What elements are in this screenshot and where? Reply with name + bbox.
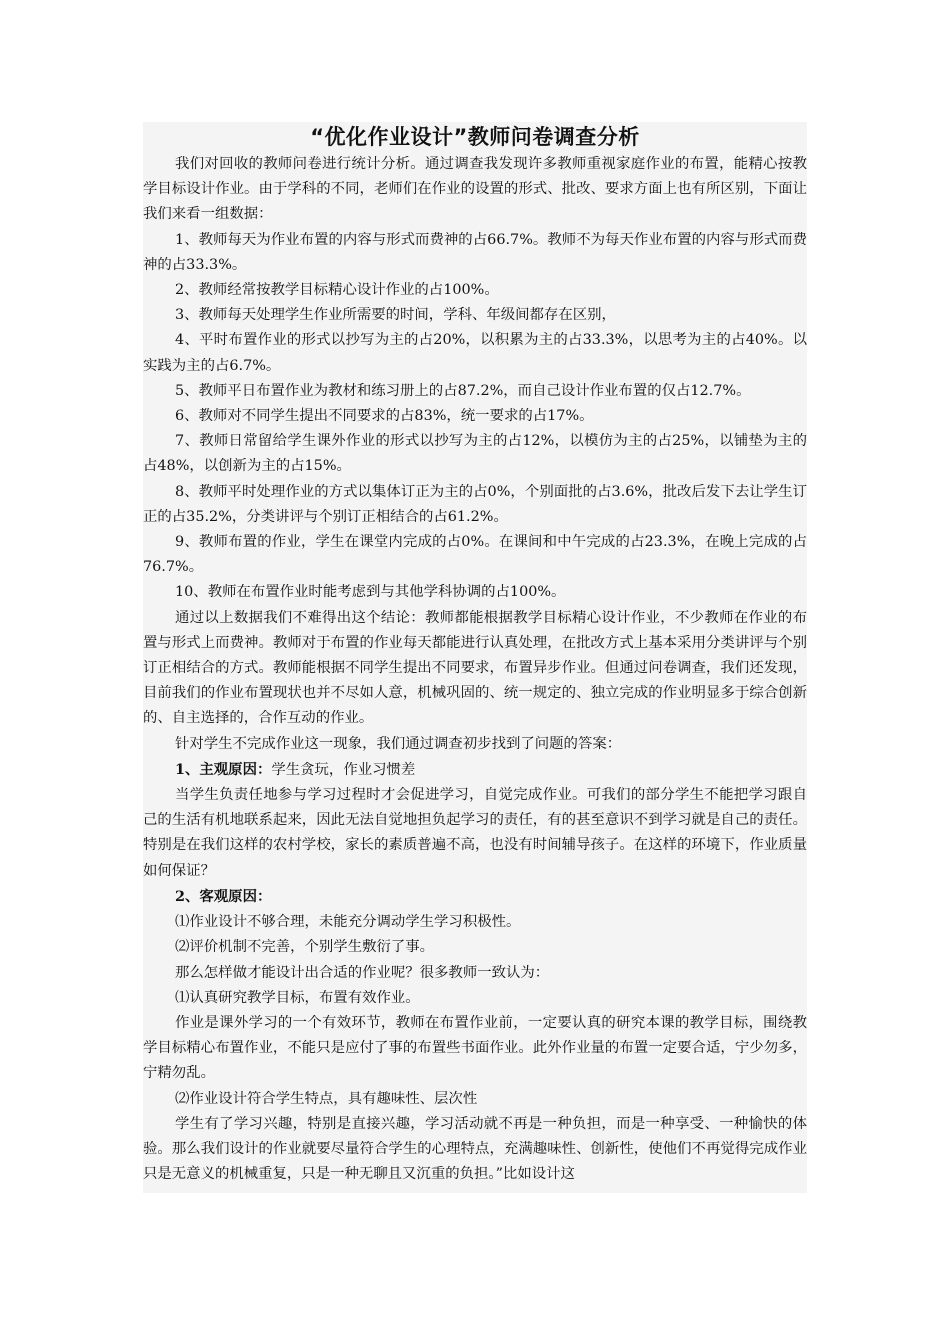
paragraph: 4、平时布置作业的形式以抄写为主的占20%，以积累为主的占33.3%，以思考为主的占40%。以实践为主的占6.7%。 — [143, 332, 807, 374]
paragraph: 3、教师每天处理学生作业所需要的时间，学科、年级间都存在区别， — [175, 307, 616, 324]
paragraph: 我们对回收的教师问卷进行统计分析。通过调查我发现许多教师重视家庭作业的布置，能精心按教学目标设计作业。由于学科的不同，老师们在作业的设置的形式、批改、要求方面上也有所区别，下面让我们来看一组数据： — [143, 156, 807, 223]
paragraph: 8、教师平时处理作业的方式以集体订正为主的占0%，个别面批的占3.6%，批改后发下去让学生订正的占35.2%，分类讲评与个别订正相结合的占61.2%。 — [143, 483, 807, 525]
paragraph: 那么怎样做才能设计出合适的作业呢？很多教师一致认为： — [175, 964, 550, 981]
document-page — [143, 122, 807, 1193]
paragraph: 1、教师每天为作业布置的内容与形式而费神的占66.7%。教师不为每天作业布置的内容与形式而费神的占33.3%。 — [143, 231, 807, 273]
paragraph: ⑵作业设计符合学生特点，具有趣味性、层次性 — [175, 1090, 478, 1107]
paragraph: 6、教师对不同学生提出不同要求的占83%，统一要求的占17%。 — [175, 408, 594, 425]
paragraph: 5、教师平日布置作业为教材和练习册上的占87.2%，而自己设计作业布置的仅占12.7%。 — [175, 382, 751, 399]
paragraph: 2、教师经常按教学目标精心设计作业的占100%。 — [175, 282, 499, 299]
paragraph: 通过以上数据我们不难得出这个结论：教师都能根据教学目标精心设计作业，不少教师在作业的布置与形式上而费神。教师对于布置的作业每天都能进行认真处理，在批改方式上基本采用分类讲评与个别订正相结合的方式。教师能根据不同学生提出不同要求，布置异步作业。但通过问卷调查，我们还发现，目前我们的作业布置现状也并不尽如人意，机械巩固的、统一规定的、独立完成的作业明显多于综合创新的、自主选择的，合作互动的作业。 — [143, 609, 807, 727]
paragraph: 7、教师日常留给学生课外作业的形式以抄写为主的占12%，以模仿为主的占25%，以铺垫为主的占48%，以创新为主的占15%。 — [143, 433, 807, 475]
section-heading-text: 学生贪玩，作业习惯差 — [271, 761, 416, 778]
paragraph: 当学生负责任地参与学习过程时才会促进学习，自觉完成作业。可我们的部分学生不能把学习跟自己的生活有机地联系起来，因此无法自觉地担负起学习的责任，有的甚至意识不到学习就是自己的责任。特别是在我们这样的农村学校，家长的素质普遍不高，也没有时间辅导孩子。在这样的环境下，作业质量如何保证？ — [143, 787, 807, 879]
paragraph: ⑴作业设计不够合理，未能充分调动学生学习积极性。 — [175, 914, 521, 931]
paragraph: ⑴认真研究教学目标，布置有效作业。 — [175, 989, 420, 1006]
paragraph: 作业是课外学习的一个有效环节，教师在布置作业前，一定要认真的研究本课的教学目标，围绕教学目标精心布置作业，不能只是应付了事的布置些书面作业。此外作业量的布置一定要合适，宁少勿多，宁精勿乱。 — [143, 1014, 807, 1082]
paragraph: ⑵评价机制不完善，个别学生敷衍了事。 — [175, 939, 435, 956]
paragraph: 针对学生不完成作业这一现象，我们通过调查初步找到了问题的答案： — [175, 735, 622, 752]
section-heading-label: 2、客观原因： — [175, 887, 272, 905]
paragraph: 9、教师布置的作业，学生在课堂内完成的占0%。在课间和中午完成的占23.3%，在晚上完成的占76.7%。 — [143, 534, 807, 576]
section-heading-subjective — [143, 757, 807, 783]
paragraph: 10、教师在布置作业时能考虑到与其他学科协调的占100%。 — [175, 584, 566, 601]
document-title: “优化作业设计”教师问卷调查分析 — [310, 125, 640, 149]
paragraph: 学生有了学习兴趣，特别是直接兴趣，学习活动就不再是一种负担，而是一种享受、一种愉快的体验。那么我们设计的作业就要尽量符合学生的心理特点，充满趣味性、创新性，使他们不再觉得完成作业只是无意义的机械重复，只是一种无聊且又沉重的负担。”比如设计这 — [143, 1115, 807, 1183]
section-heading-objective — [143, 884, 807, 910]
section-heading-label: 1、主观原因： — [175, 760, 272, 778]
